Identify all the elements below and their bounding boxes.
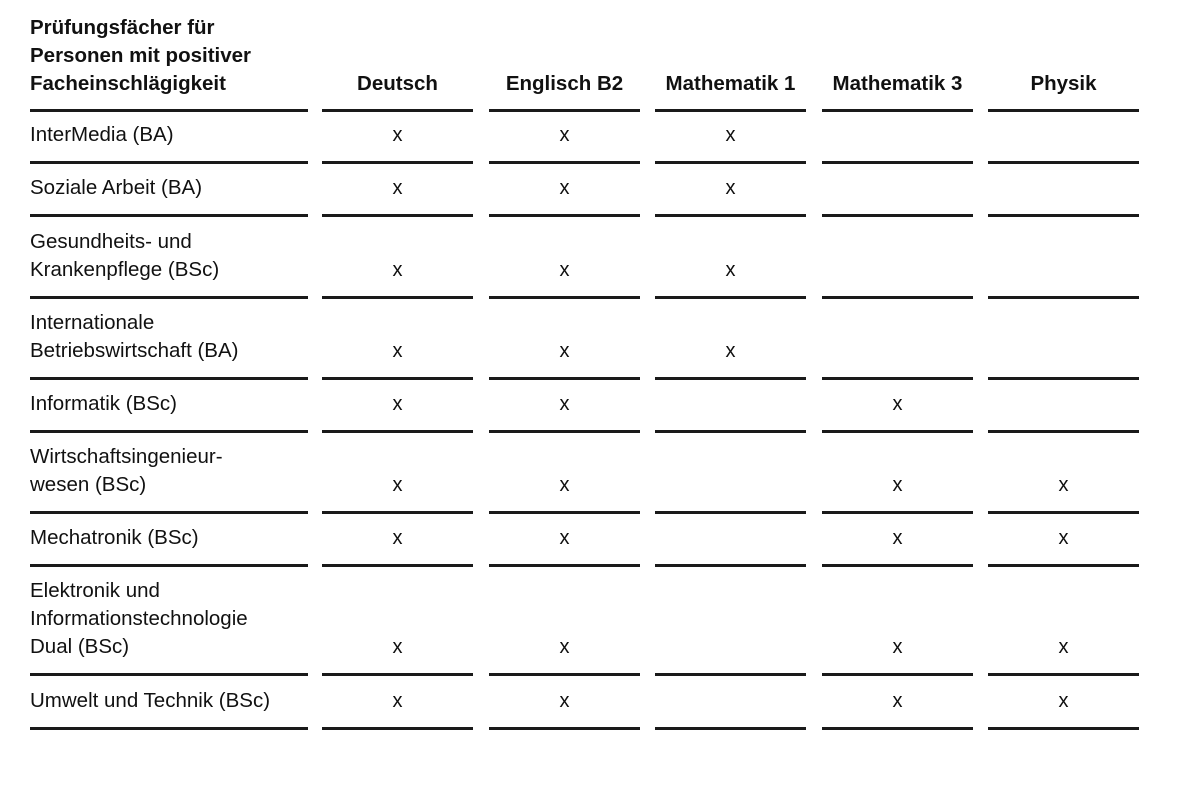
mark: x (725, 259, 736, 281)
mark-cell (822, 299, 973, 380)
mark: x (725, 177, 736, 199)
mark-cell (489, 380, 640, 433)
column-header-label: Mathematik 1 (665, 72, 796, 95)
corner-header-cell (30, 14, 308, 112)
row-label: Gesundheits- und Krankenpflege (BSc) (30, 230, 220, 281)
mark-cell (322, 217, 473, 299)
mark-cell (655, 112, 806, 164)
mark-cell (822, 217, 973, 299)
row-label-cell (30, 380, 308, 433)
mark: x (392, 393, 403, 415)
table-row (0, 380, 1200, 433)
mark: x (1058, 474, 1069, 496)
mark-cell (655, 164, 806, 217)
mark-cell (489, 567, 640, 676)
mark-cell (322, 433, 473, 514)
mark: x (392, 474, 403, 496)
mark: x (725, 124, 736, 146)
mark: x (1058, 527, 1069, 549)
row-label: InterMedia (BA) (30, 123, 174, 146)
mark-cell (489, 433, 640, 514)
mark-cell (988, 112, 1139, 164)
mark: x (392, 340, 403, 362)
mark: x (392, 636, 403, 658)
mark-cell (322, 676, 473, 730)
column-header-deutsch (322, 14, 473, 112)
mark-cell (988, 567, 1139, 676)
column-header-label: Englisch B2 (505, 72, 624, 95)
mark: x (559, 124, 570, 146)
mark-cell (489, 112, 640, 164)
mark: x (892, 527, 903, 549)
mark-cell (489, 676, 640, 730)
mark: x (559, 177, 570, 199)
mark-cell (655, 514, 806, 567)
mark-cell (822, 433, 973, 514)
row-label-cell (30, 164, 308, 217)
table-row (0, 567, 1200, 676)
row-label-cell (30, 514, 308, 567)
row-label-cell (30, 299, 308, 380)
row-label: Elektronik und Informationstechnologie Dual (BSc) (30, 579, 248, 658)
row-label: Informatik (BSc) (30, 392, 177, 415)
mark-cell (988, 164, 1139, 217)
mark-cell (822, 676, 973, 730)
mark: x (1058, 636, 1069, 658)
mark-cell (489, 164, 640, 217)
mark: x (392, 527, 403, 549)
mark: x (392, 259, 403, 281)
mark: x (559, 259, 570, 281)
mark: x (892, 393, 903, 415)
table-row (0, 299, 1200, 380)
mark: x (392, 177, 403, 199)
mark-cell (988, 514, 1139, 567)
table-row (0, 112, 1200, 164)
column-header-mathematik-1 (655, 14, 806, 112)
corner-header-text: Prüfungsfächer für Personen mit positiver Facheinschlägigkeit (30, 16, 252, 95)
mark-cell (988, 676, 1139, 730)
table-header-row (0, 14, 1200, 112)
row-label: Soziale Arbeit (BA) (30, 176, 203, 199)
table-row (0, 164, 1200, 217)
mark: x (559, 527, 570, 549)
mark: x (392, 690, 403, 712)
table-row (0, 433, 1200, 514)
mark: x (559, 393, 570, 415)
row-label-cell (30, 217, 308, 299)
mark-cell (322, 112, 473, 164)
row-label: Wirtschaftsingenieur- wesen (BSc) (30, 445, 223, 496)
row-label-cell (30, 112, 308, 164)
mark: x (559, 474, 570, 496)
mark-cell (988, 380, 1139, 433)
mark: x (1058, 690, 1069, 712)
table-row (0, 676, 1200, 730)
column-header-label: Mathematik 3 (832, 72, 963, 95)
row-label-cell (30, 433, 308, 514)
mark-cell (822, 164, 973, 217)
row-label-cell (30, 567, 308, 676)
mark-cell (822, 380, 973, 433)
table-row (0, 514, 1200, 567)
mark: x (559, 340, 570, 362)
mark: x (559, 690, 570, 712)
mark: x (392, 124, 403, 146)
mark-cell (322, 514, 473, 567)
mark: x (892, 690, 903, 712)
mark-cell (322, 567, 473, 676)
mark-cell (822, 567, 973, 676)
mark-cell (655, 217, 806, 299)
mark-cell (988, 217, 1139, 299)
mark: x (892, 636, 903, 658)
mark-cell (655, 567, 806, 676)
mark-cell (822, 514, 973, 567)
column-header-mathematik-3 (822, 14, 973, 112)
mark-cell (655, 299, 806, 380)
table-row (0, 217, 1200, 299)
mark-cell (655, 380, 806, 433)
mark-cell (489, 514, 640, 567)
row-label: Mechatronik (BSc) (30, 526, 199, 549)
mark-cell (655, 433, 806, 514)
mark-cell (655, 676, 806, 730)
mark-cell (322, 299, 473, 380)
column-header-label: Deutsch (357, 72, 438, 95)
mark: x (559, 636, 570, 658)
mark-cell (489, 299, 640, 380)
mark: x (725, 340, 736, 362)
column-header-label: Physik (1030, 72, 1097, 95)
column-header-physik (988, 14, 1139, 112)
mark-cell (988, 299, 1139, 380)
mark-cell (988, 433, 1139, 514)
mark-cell (822, 112, 973, 164)
mark: x (892, 474, 903, 496)
row-label: Internationale Betriebswirtschaft (BA) (30, 311, 239, 362)
row-label-cell (30, 676, 308, 730)
row-label: Umwelt und Technik (BSc) (30, 689, 271, 712)
column-header-englisch-b2 (489, 14, 640, 112)
mark-cell (489, 217, 640, 299)
mark-cell (322, 380, 473, 433)
mark-cell (322, 164, 473, 217)
